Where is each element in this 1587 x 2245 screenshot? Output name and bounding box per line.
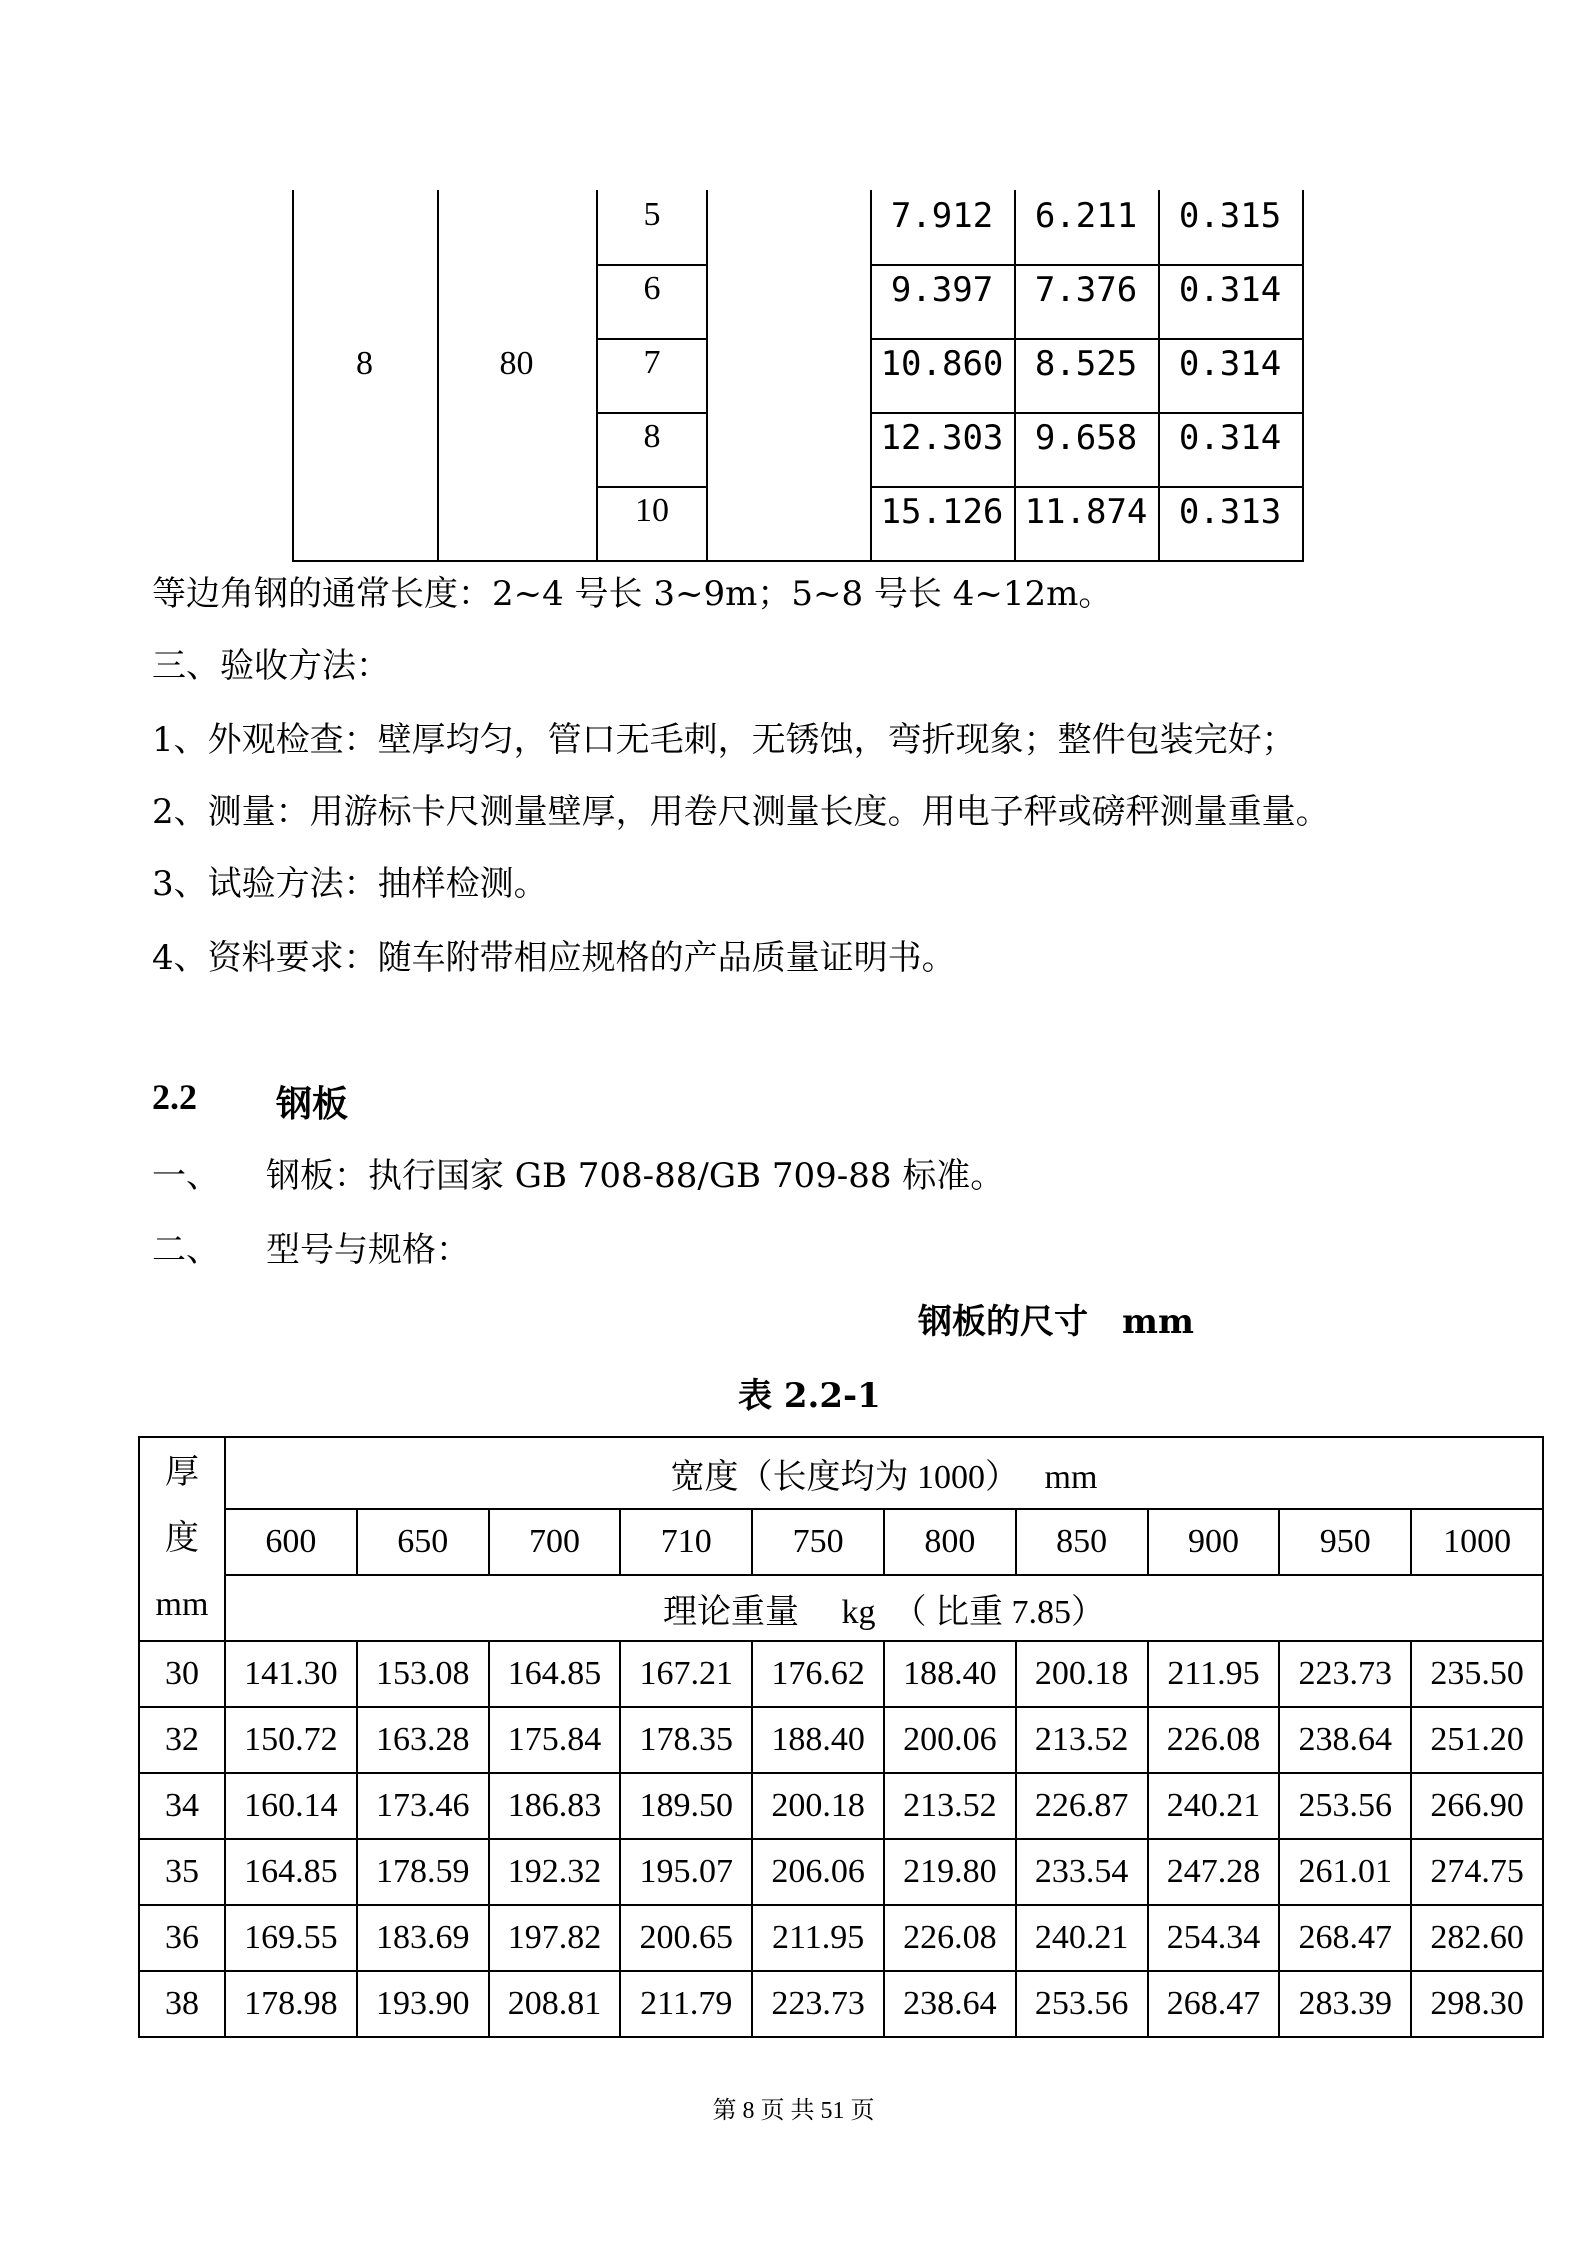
- weight-cell: 235.50: [1411, 1641, 1543, 1707]
- surface-cell: 0.315: [1178, 196, 1282, 236]
- weight-cell: 200.18: [752, 1773, 884, 1839]
- weight-cell: 251.20: [1411, 1707, 1543, 1773]
- steel-plate-table: [138, 1436, 1544, 2038]
- weight-cell: 240.21: [1148, 1773, 1280, 1839]
- section-line1-prefix: 一、: [152, 1156, 220, 1196]
- weight-cell: 211.95: [1148, 1641, 1280, 1707]
- weight-cell: 266.90: [1411, 1773, 1543, 1839]
- weight-cell: 188.40: [752, 1707, 884, 1773]
- weight-cell: 178.35: [620, 1707, 752, 1773]
- section-title: 钢板: [276, 1084, 349, 1124]
- surface-cell: 0.314: [1178, 418, 1282, 458]
- plate-table-number: 表 2.2-1: [738, 1376, 881, 1416]
- area-cell: 7.912: [890, 196, 994, 236]
- thickness-cell: 10: [635, 492, 669, 529]
- weight-cell: 208.81: [489, 1971, 621, 2037]
- table-row: [139, 1773, 1543, 1839]
- table-row: [139, 1641, 1543, 1707]
- width-header-cell: 950: [1279, 1509, 1411, 1575]
- plate-caption-title: 钢板的尺寸 mm: [918, 1302, 1194, 1342]
- weight-cell: 164.85: [489, 1641, 621, 1707]
- weight-cell: 141.30: [225, 1641, 357, 1707]
- weight-cell: 176.62: [752, 1641, 884, 1707]
- section-line2-prefix: 二、: [152, 1230, 220, 1270]
- weight-cell: 183.69: [357, 1905, 489, 1971]
- weight-cell: 186.83: [489, 1773, 621, 1839]
- thickness-cell: 34: [139, 1773, 225, 1839]
- weight-cell: 163.28: [357, 1707, 489, 1773]
- surface-cell: 0.314: [1178, 270, 1282, 310]
- weight-cell: 11.874: [1024, 492, 1148, 532]
- width-header-cell: 700: [489, 1509, 621, 1575]
- table-row: [139, 1905, 1543, 1971]
- section-line1: 钢板：执行国家 GB 708-88/GB 709-88 标准。: [266, 1156, 1005, 1196]
- weight-cell: 164.85: [225, 1839, 357, 1905]
- weight-cell: 238.64: [884, 1971, 1016, 2037]
- weight-cell: 238.64: [1279, 1707, 1411, 1773]
- width-header-cell: 800: [884, 1509, 1016, 1575]
- weight-cell: 188.40: [884, 1641, 1016, 1707]
- thickness-header: [139, 1437, 225, 1641]
- area-cell: 10.860: [880, 344, 1004, 384]
- section-number: 2.2: [152, 1077, 197, 1117]
- thickness-cell: 8: [643, 418, 661, 455]
- acceptance-item-3: 3、试验方法：抽样检测。: [152, 864, 548, 904]
- weight-cell: 274.75: [1411, 1839, 1543, 1905]
- width-header-cell: 750: [752, 1509, 884, 1575]
- weight-cell: 173.46: [357, 1773, 489, 1839]
- weight-cell: 150.72: [225, 1707, 357, 1773]
- area-cell: 12.303: [880, 418, 1004, 458]
- weight-cell: 261.01: [1279, 1839, 1411, 1905]
- surface-cell: 0.314: [1178, 344, 1282, 384]
- weight-cell: 7.376: [1034, 270, 1138, 310]
- table-border: [870, 338, 1304, 340]
- weight-cell: 226.08: [1148, 1707, 1280, 1773]
- table-row: [139, 1707, 1543, 1773]
- table-border: [596, 338, 708, 340]
- weight-cell: 153.08: [357, 1641, 489, 1707]
- weight-cell: 178.98: [225, 1971, 357, 2037]
- weight-cell: 193.90: [357, 1971, 489, 2037]
- width-header-cell: 900: [1148, 1509, 1280, 1575]
- weight-cell: 233.54: [1016, 1839, 1148, 1905]
- table-border: [1302, 190, 1304, 562]
- acceptance-item-4: 4、资料要求：随车附带相应规格的产品质量证明书。: [152, 938, 956, 978]
- weight-cell: 268.47: [1279, 1905, 1411, 1971]
- weight-cell: 298.30: [1411, 1971, 1543, 2037]
- table-border: [596, 412, 708, 414]
- weight-cell: 192.32: [489, 1839, 621, 1905]
- area-cell: 9.397: [890, 270, 994, 310]
- page-footer: 第 8 页 共 51 页: [712, 2098, 875, 2124]
- thickness-cell: 6: [643, 270, 661, 307]
- width-header: 宽度（长度均为 1000） mm: [225, 1437, 1543, 1509]
- thickness-header-char: 厚: [165, 1454, 199, 1491]
- weight-cell: 189.50: [620, 1773, 752, 1839]
- weight-cell: 167.21: [620, 1641, 752, 1707]
- table-border: [870, 412, 1304, 414]
- width-header-cell: 600: [225, 1509, 357, 1575]
- weight-cell: 211.79: [620, 1971, 752, 2037]
- weight-cell: 8.525: [1034, 344, 1138, 384]
- thickness-cell: 32: [139, 1707, 225, 1773]
- thickness-cell: 35: [139, 1839, 225, 1905]
- table-row: [139, 1971, 1543, 2037]
- surface-cell: 0.313: [1178, 492, 1282, 532]
- acceptance-title: 三、验收方法：: [152, 646, 390, 686]
- area-cell: 15.126: [880, 492, 1004, 532]
- weight-header: 理论重量 kg （ 比重 7.85）: [225, 1575, 1543, 1641]
- weight-cell: 219.80: [884, 1839, 1016, 1905]
- group-number: 8: [356, 345, 373, 382]
- weight-cell: 283.39: [1279, 1971, 1411, 2037]
- table-border: [596, 264, 708, 266]
- weight-cell: 213.52: [884, 1773, 1016, 1839]
- weight-cell: 268.47: [1148, 1971, 1280, 2037]
- width-values-row: [139, 1509, 1543, 1575]
- weight-cell: 254.34: [1148, 1905, 1280, 1971]
- width-header-cell: 710: [620, 1509, 752, 1575]
- weight-cell: 178.59: [357, 1839, 489, 1905]
- weight-cell: 223.73: [752, 1971, 884, 2037]
- table-border: [870, 264, 1304, 266]
- weight-cell: 9.658: [1034, 418, 1138, 458]
- thickness-header-char: 度: [165, 1520, 199, 1557]
- weight-cell: 197.82: [489, 1905, 621, 1971]
- thickness-header-unit: mm: [155, 1586, 209, 1623]
- width-header-cell: 1000: [1411, 1509, 1543, 1575]
- weight-cell: 200.18: [1016, 1641, 1148, 1707]
- weight-cell: 169.55: [225, 1905, 357, 1971]
- thickness-cell: 7: [643, 344, 661, 381]
- angle-steel-table: [0, 0, 1587, 560]
- width-header-cell: 850: [1016, 1509, 1148, 1575]
- section-line2: 型号与规格：: [266, 1230, 470, 1270]
- thickness-cell: 38: [139, 1971, 225, 2037]
- thickness-cell: 5: [643, 196, 661, 233]
- weight-cell: 226.08: [884, 1905, 1016, 1971]
- weight-cell: 226.87: [1016, 1773, 1148, 1839]
- weight-cell: 213.52: [1016, 1707, 1148, 1773]
- weight-cell: 223.73: [1279, 1641, 1411, 1707]
- weight-cell: 253.56: [1016, 1971, 1148, 2037]
- weight-cell: 6.211: [1034, 196, 1138, 236]
- weight-cell: 200.65: [620, 1905, 752, 1971]
- table-border: [596, 486, 708, 488]
- acceptance-item-1: 1、外观检查：壁厚均匀，管口无毛刺，无锈蚀，弯折现象；整件包装完好；: [152, 720, 1296, 760]
- width-header-cell: 650: [357, 1509, 489, 1575]
- weight-cell: 282.60: [1411, 1905, 1543, 1971]
- weight-cell: 211.95: [752, 1905, 884, 1971]
- acceptance-item-2: 2、测量：用游标卡尺测量壁厚，用卷尺测量长度。用电子秤或磅秤测量重量。: [152, 792, 1330, 832]
- side-length: 80: [499, 345, 534, 382]
- table-border: [292, 560, 1304, 562]
- weight-cell: 195.07: [620, 1839, 752, 1905]
- table-border: [870, 486, 1304, 488]
- weight-cell: 247.28: [1148, 1839, 1280, 1905]
- weight-cell: 200.06: [884, 1707, 1016, 1773]
- thickness-cell: 36: [139, 1905, 225, 1971]
- plate-rows: [139, 1641, 1543, 2037]
- thickness-cell: 30: [139, 1641, 225, 1707]
- weight-cell: 160.14: [225, 1773, 357, 1839]
- weight-cell: 175.84: [489, 1707, 621, 1773]
- weight-cell: 206.06: [752, 1839, 884, 1905]
- length-note: 等边角钢的通常长度：2~4 号长 3~9m；5~8 号长 4~12m。: [152, 574, 1113, 614]
- weight-cell: 240.21: [1016, 1905, 1148, 1971]
- table-row: [139, 1839, 1543, 1905]
- weight-cell: 253.56: [1279, 1773, 1411, 1839]
